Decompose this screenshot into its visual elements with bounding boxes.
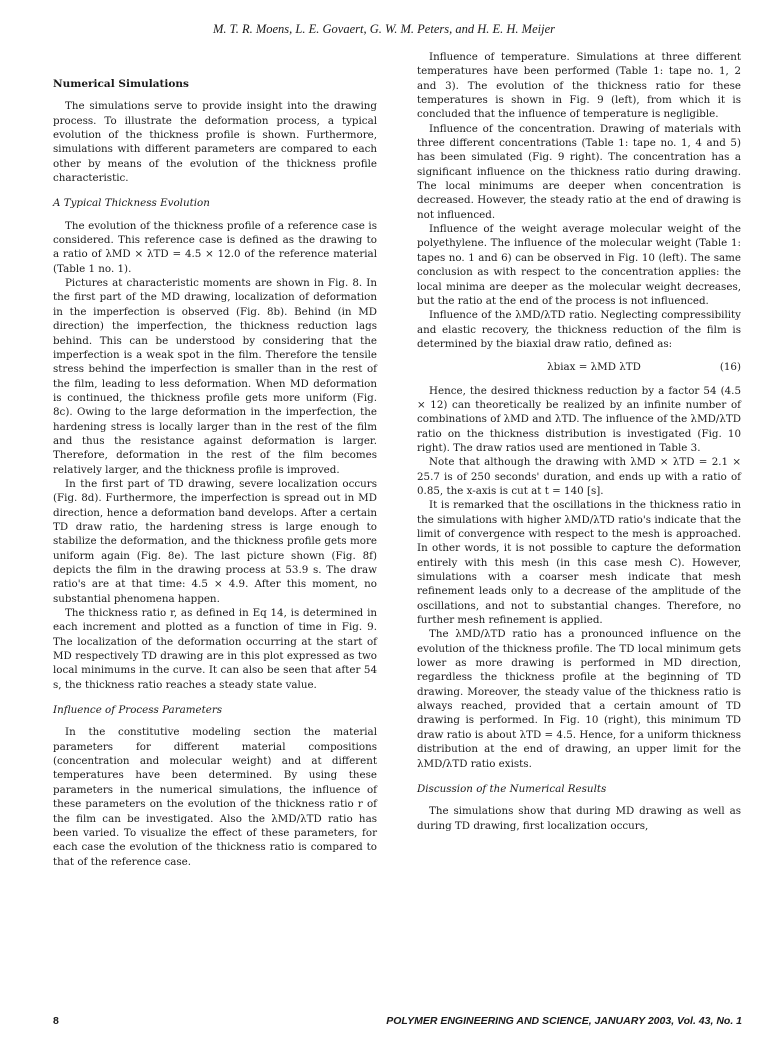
paragraph: The thickness ratio r, as defined in Eq 14, is determined in each increment and plotted as a function of time in Fig. 9. The localization of the deformation occurring at the start of MD respectively TD drawing are in this plot expressed as two local minimums in the curve. It can also be seen that after 54 s, the thickness ratio reaches a steady state value. [53, 607, 377, 691]
equation-number: (16) [719, 361, 741, 374]
running-header: M. T. R. Moens, L. E. Govaert, G. W. M. Peters, and H. E. H. Meijer [213, 22, 555, 36]
equation-16 [417, 360, 741, 374]
left-column [53, 77, 377, 869]
journal-citation: POLYMER ENGINEERING AND SCIENCE, JANUARY 2003, Vol. 43, No. 1 [386, 1015, 742, 1027]
paragraph: In the first part of TD drawing, severe localization occurs (Fig. 8d). Furthermore, the imperfection is spread out in MD direction, hence a deformation band develops. After a certain TD draw ratio, the hardening stress is large enough to stabilize the deformation, and the thickness profile gets more uniform again (Fig. 8e). The last picture shown (Fig. 8f) depicts the film in the drawing process at 53.9 s. The draw ratio's are at that time: 4.5 × 4.9. After this moment, no substantial phenomena happen. [53, 477, 377, 605]
equation-body: λbiax = λMD λTD [547, 361, 641, 374]
paragraph: Influence of temperature. Simulations at three different temperatures have been performed (Table 1: tape no. 1, 2 and 3). The evolution of the thickness ratio for these temperatures is shown in Fig. 9 (left), from which it is concluded that the influence of temperature is negligible. [417, 51, 741, 121]
paragraph: The evolution of the thickness profile of a reference case is considered. This reference case is defined as the drawing to a ratio of λMD × λTD = 4.5 × 12.0 of the reference material (Table 1 no. 1). [53, 219, 377, 275]
paragraph: The λMD/λTD ratio has a pronounced influence on the evolution of the thickness profile. The TD local minimum gets lower as more drawing is performed in MD direction, regardless the thickness profile at the beginning of TD drawing. Moreover, the steady value of the thickness ratio is always reached, provided that a certain amount of TD drawing is performed. In Fig. 10 (right), this minimum TD draw ratio is about λTD = 4.5. Hence, for a uniform thickness distribution at the end of drawing, an upper limit for the λMD/λTD ratio exists. [417, 628, 741, 770]
subsection-heading: Influence of Process Parameters [53, 704, 223, 717]
paragraph: Hence, the desired thickness reduction by a factor 54 (4.5 × 12) can theoretically be realized by an infinite number of combinations of λMD and λTD. The influence of the λMD/λTD ratio on the thickness distribution is investigated (Fig. 10 right). The draw ratios used are mentioned in Table 3. [417, 384, 741, 454]
paragraph: The simulations serve to provide insight into the drawing process. To illustrate the deformation process, a typical evolution of the thickness profile is shown. Furthermore, simulations with different parameters are compared to each other by means of the evolution of the thickness profile characteristic. [53, 100, 377, 185]
paragraph: Note that although the drawing with λMD × λTD = 2.1 × 25.7 is of 250 seconds' duration, and ends up with a ratio of 0.85, the x-axis is cut at t = 140 [s]. [417, 456, 741, 497]
page-number: 8 [53, 1015, 59, 1027]
paragraph: Influence of the λMD/λTD ratio. Neglecting compressibility and elastic recovery, the thickness reduction of the film is determined by the biaxial draw ratio, defined as: [417, 309, 741, 350]
subsection-heading: Discussion of the Numerical Results [417, 782, 607, 795]
right-column [417, 50, 741, 833]
paragraph: In the constitutive modeling section the material parameters for different material compositions (concentration and molecular weight) and at different temperatures have been determined. By using these parameters in the numerical simulations, the influence of these parameters on the evolution of the thickness ratio r of the film can be investigated. Also the λMD/λTD ratio has been varied. To visualize the effect of these parameters, for each case the evolution of the thickness ratio is compared to that of the reference case. [53, 726, 377, 868]
paragraph: Influence of the weight average molecular weight of the polyethylene. The influence of the molecular weight (Table 1: tapes no. 1 and 6) can be observed in Fig. 10 (left). The same conclusion as with respect to the concentration applies: the local minima are deeper as the molecular weight decreases, but the ratio at the end of the process is not influenced. [417, 223, 741, 307]
paragraph: Pictures at characteristic moments are shown in Fig. 8. In the first part of the MD drawing, localization of deformation in the imperfection is observed (Fig. 8b). Behind (in MD direction) the imperfection, the thickness reduction lags behind. This can be understood by considering that the imperfection is a weak spot in the film. Therefore the tensile stress behind the imperfection is smaller than in the rest of the film, leading to less deformation. When MD deformation is continued, the thickness profile gets more uniform (Fig. 8c). Owing to the large deformation in the imperfection, the hardening stress is locally larger than in the rest of the film and thus the resistance against deformation is larger. Therefore, deformation in the rest of the film becomes relatively larger, and the thickness profile is improved. [53, 277, 377, 476]
paragraph: It is remarked that the oscillations in the thickness ratio in the simulations with higher λMD/λTD ratio's indicate that the limit of convergence with respect to the mesh is approached. In other words, it is not possible to capture the deformation entirely with this mesh (in this case mesh C). However, simulations with a coarser mesh indicate that mesh refinement leads only to a decrease of the amplitude of the oscillations, and not to substantial changes. Therefore, no further mesh refinement is applied. [417, 499, 741, 627]
section-heading: Numerical Simulations [53, 78, 189, 90]
paragraph: The simulations show that during MD drawing as well as during TD drawing, first localization occurs, [417, 805, 741, 832]
subsection-heading: A Typical Thickness Evolution [53, 197, 210, 210]
paragraph: Influence of the concentration. Drawing of materials with three different concentrations (Table 1: tape no. 1, 4 and 5) has been simulated (Fig. 9 right). The concentration has a significant influence on the thickness ratio during drawing. The local minimums are deeper when concentration is decreased. However, the steady ratio at the end of drawing is not influenced. [417, 122, 741, 221]
